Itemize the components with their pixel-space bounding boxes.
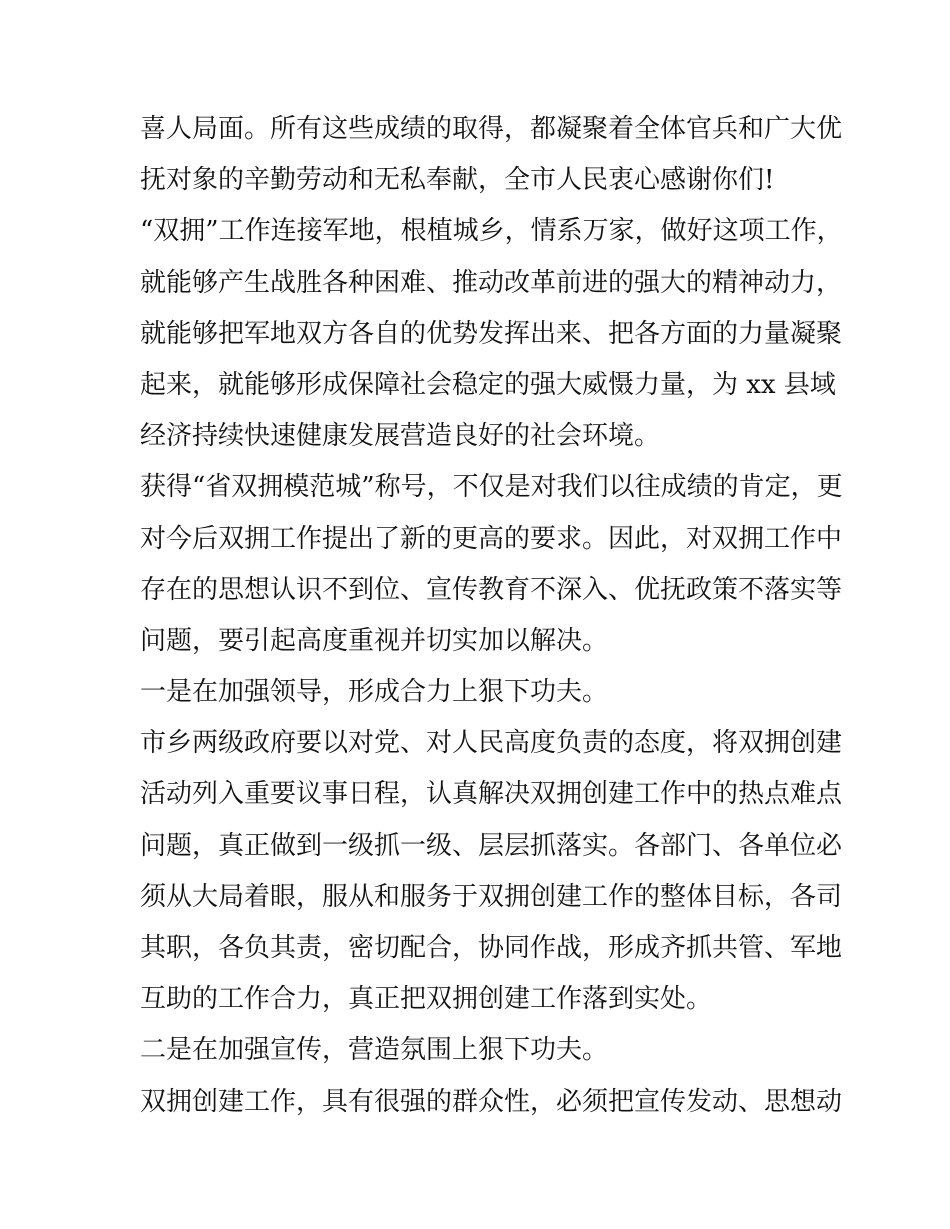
text-line: 获得“省双拥模范城”称号，不仅是对我们以往成绩的肯定，更 xyxy=(140,472,843,503)
text-line: 市乡两级政府要以对党、对人民高度负责的态度，将双拥创建 xyxy=(140,728,843,759)
section-heading-1: 一是在加强领导，形成合力上狠下功夫。 xyxy=(140,677,609,708)
section-heading-2: 二是在加强宣传，营造氛围上狠下功夫。 xyxy=(140,1035,609,1066)
text-line: 就能够把军地双方各自的优势发挥出来、把各方面的力量凝聚 xyxy=(140,318,843,349)
text-line: 问题，真正做到一级抓一级、层层抓落实。各部门、各单位必 xyxy=(140,830,843,861)
text-line: 起来，就能够形成保障社会稳定的强大威慑力量，为 xx 县域 xyxy=(140,369,836,400)
text-line: 抚对象的辛勤劳动和无私奉献，全市人民衷心感谢你们! xyxy=(140,165,775,196)
text-line: 双拥创建工作，具有很强的群众性，必须把宣传发动、思想动 xyxy=(140,1086,843,1117)
text-line: “双拥”工作连接军地，根植城乡，情系万家，做好这项工作， xyxy=(140,216,843,247)
text-line: 对今后双拥工作提出了新的更高的要求。因此，对双拥工作中 xyxy=(140,523,843,554)
text-line: 就能够产生战胜各种困难、推动改革前进的强大的精神动力， xyxy=(140,267,843,298)
text-line: 经济持续快速健康发展营造良好的社会环境。 xyxy=(140,421,661,452)
text-line: 喜人局面。所有这些成绩的取得，都凝聚着全体官兵和广大优 xyxy=(140,114,843,144)
text-line: 活动列入重要议事日程，认真解决双拥创建工作中的热点难点 xyxy=(140,779,843,810)
text-line: 存在的思想认识不到位、宣传教育不深入、优抚政策不落实等 xyxy=(140,574,843,605)
text-line: 问题，要引起高度重视并切实加以解决。 xyxy=(140,625,609,656)
text-line: 须从大局着眼，服从和服务于双拥创建工作的整体目标，各司 xyxy=(140,881,843,912)
text-line: 其职，各负其责，密切配合，协同作战，形成齐抓共管、军地 xyxy=(140,933,843,963)
text-line: 互助的工作合力，真正把双拥创建工作落到实处。 xyxy=(140,984,713,1015)
document-body xyxy=(140,104,843,1128)
